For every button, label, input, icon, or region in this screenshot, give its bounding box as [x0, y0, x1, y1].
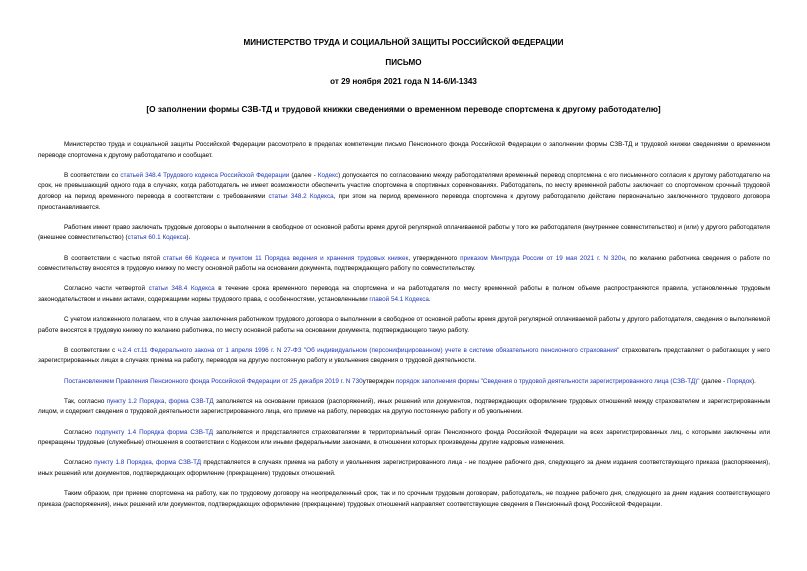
link-procedure[interactable]: Порядок — [727, 377, 753, 385]
paragraph-7 — [38, 346, 770, 367]
text: заполняется и представляется страхователями в территориальный орган Пенсионного фонда Российской Федерации на всех зарегистрированных лиц, с которыми заключены или прекращены трудовые (служебные) отношения в соответствии с Кодексом или иными федеральными законами, в отношении которых произведены другие кадровые изменения. — [38, 428, 771, 447]
text: ). — [186, 234, 191, 242]
paragraph-6 — [38, 315, 770, 336]
link-article-66[interactable]: статьи 66 Кодекса — [163, 254, 220, 262]
text: Согласно части четвертой — [64, 285, 149, 293]
text: Согласно — [64, 459, 95, 467]
link-szv-td-procedure[interactable]: порядок заполнения формы "Сведения о трудовой деятельности зарегистрированного лица (СЗВ-ТД)" — [395, 377, 700, 385]
link-article-348-4[interactable]: статьи 348.4 Кодекса — [148, 285, 215, 293]
text: . — [428, 295, 431, 303]
paragraph-5 — [38, 284, 770, 305]
text: Согласно — [64, 428, 95, 436]
link-article-60-1[interactable]: статья 60.1 Кодекса — [127, 234, 187, 242]
text: (далее - — [699, 377, 728, 385]
link-code[interactable]: Кодекс — [317, 171, 339, 179]
text: С учетом изложенного полагаем, что в случае заключения работником трудового договора о выполнении в свободное от основной работы время другой регулярной оплачиваемой работы у другого работодателя, сведения о выполняемой работе вносятся в трудовую книжку по желанию работника, по месту основной работы на основании документа, подтверждающего такую работу. — [38, 316, 770, 334]
paragraph-2 — [38, 171, 770, 213]
paragraph-11 — [38, 458, 770, 479]
text: В соответствии с частью пятой — [64, 254, 164, 262]
text: страхователь представляет о работающих у него зарегистрированных лицах в случаях приема на работу, переводов на другую постоянную работу и увольнения сведения о трудовой деятельности. — [38, 346, 770, 365]
document-body — [38, 140, 770, 520]
text: заполняется на основании приказов (распоряжений), иных решений или документов, подтверждающих оформление трудовых отношений между страхователем и зарегистрированным лицом, и содержит сведения о трудовой деятельности зарегистрированного лица, его приеме на работу, переводах на другую постоянную работу и об увольнении. — [38, 397, 770, 416]
link-order-320n[interactable]: приказом Минтруда России от 19 мая 2021 г. N 320н — [460, 254, 625, 262]
link-point-1-2[interactable]: пункту 1.2 Порядка — [106, 397, 165, 405]
text: В соответствии с — [64, 346, 118, 354]
link-point-1-8[interactable]: пункту 1.8 Порядка — [94, 459, 152, 467]
paragraph-3 — [38, 223, 770, 244]
link-form-szv-td[interactable]: форма СЗВ-ТД — [167, 428, 214, 436]
text: , по желанию работника сведения о работе по совместительству вносятся в трудовую книжку по месту основной работы на основании документа, подтверждающего работу по совместительству. — [38, 254, 770, 273]
document-type-heading: ПИСЬМО — [385, 58, 422, 67]
text: в течение срока временного перевода на спортсмена и на работодателя по месту временной работы в полном объеме распространяются правила, установленные трудовым законодательством и иными актами, содержащими нормы трудового права, с особенностями, установленными — [38, 285, 770, 303]
paragraph-4 — [38, 254, 770, 275]
link-form-szv-td[interactable]: форма СЗВ-ТД — [168, 397, 214, 405]
paragraph-10 — [38, 428, 770, 449]
link-subpoint-1-4[interactable]: подпункту 1.4 Порядка — [94, 428, 165, 436]
text: (далее - — [289, 171, 318, 179]
text: В соответствии со — [64, 171, 121, 179]
text: , утвержденного — [408, 254, 461, 262]
text: , при этом на период временного перевода спортсмена к другому работодателю действие первоначально заключенного трудового договора приостанавливается. — [38, 192, 771, 211]
link-article-348-4-labor-code[interactable]: статьей 348.4 Трудового кодекса Российской Федерации — [120, 171, 290, 179]
document-title: [О заполнении формы СЗВ-ТД и трудовой книжки сведениями о временном переводе спортсмена к другому работодателю] — [146, 104, 661, 114]
text: и — [219, 254, 229, 262]
document-date-number: от 29 ноября 2021 года N 14-6/И-1343 — [330, 77, 477, 86]
text: утвержден — [362, 377, 396, 385]
paragraph-9 — [38, 397, 770, 418]
text: Министерство труда и социальной защиты Российской Федерации рассмотрело в пределах компетенции письмо Пенсионного фонда Российской Федерации о заполнении формы СЗВ-ТД и трудовой книжки сведениями о временном переводе спортсмена к другому работодателю и сообщает. — [38, 141, 770, 159]
link-article-348-2[interactable]: статьи 348.2 Кодекса — [268, 192, 334, 200]
paragraph-8 — [38, 377, 770, 388]
link-form-szv-td[interactable]: форма СЗВ-ТД — [155, 459, 202, 467]
link-point-11-procedure[interactable]: пунктом 11 Порядка ведения и хранения трудовых книжек — [228, 254, 409, 262]
text: Так, согласно — [64, 397, 107, 405]
text: , — [164, 397, 169, 405]
ministry-heading: МИНИСТЕРСТВО ТРУДА И СОЦИАЛЬНОЙ ЗАЩИТЫ РОССИЙСКОЙ ФЕДЕРАЦИИ — [243, 38, 564, 47]
paragraph-1 — [38, 140, 770, 161]
link-resolution-730[interactable]: Постановлением Правления Пенсионного фонда Российской Федерации от 25 декабря 2019 г. N 730 — [64, 377, 363, 385]
text: ). — [752, 377, 756, 385]
link-federal-law-27fz[interactable]: ч.2.4 ст.11 Федерального закона от 1 апреля 1996 г. N 27-ФЗ "Об индивидуальном (персонифицированном) учете в системе обязательного пенсионного страхования" — [117, 346, 620, 354]
text: ) допускается по согласованию между работодателями временный перевод спортсмена с его письменного согласия к другому работодателю на срок, не превышающий одного года в случаях, когда работодатель не имеет возможности обеспечить участие спортсмена в спортивных соревнованиях. Работодатель, по месту временной работы заключает со спортсменом срочный трудовой договор на период временного перевода в соответствии с требованиями — [38, 171, 770, 200]
text: , — [151, 459, 156, 467]
text: Таким образом, при приеме спортсмена на работу, как по трудовому договору на неопределенный срок, так и по срочным трудовым договорам, работодатель, не позднее рабочего дня, следующего за днем издания соответствующего приказа (распоряжения), иных решений или документов, подтверждающих оформление (прекращение) трудовых отношений направляет соответствующие сведения в Пенсионный фонд Российской Федерации. — [38, 490, 770, 508]
link-chapter-54-1[interactable]: главой 54.1 Кодекса — [369, 295, 429, 303]
text: Работник имеет право заключать трудовые договоры о выполнении в свободное от основной работы время другой регулярной оплачиваемой работы у того же работодателя (внутреннее совместительство) и (или) у другого работодателя (внешнее совместительство) ( — [38, 223, 770, 242]
paragraph-12 — [38, 489, 770, 510]
text: представляется в случаях приема на работу и увольнения зарегистрированного лица - не позднее рабочего дня, следующего за днем издания соответствующего приказа (распоряжения), иных решений или документов, подтверждающих оформление (прекращение) трудовых отношений. — [38, 459, 770, 477]
